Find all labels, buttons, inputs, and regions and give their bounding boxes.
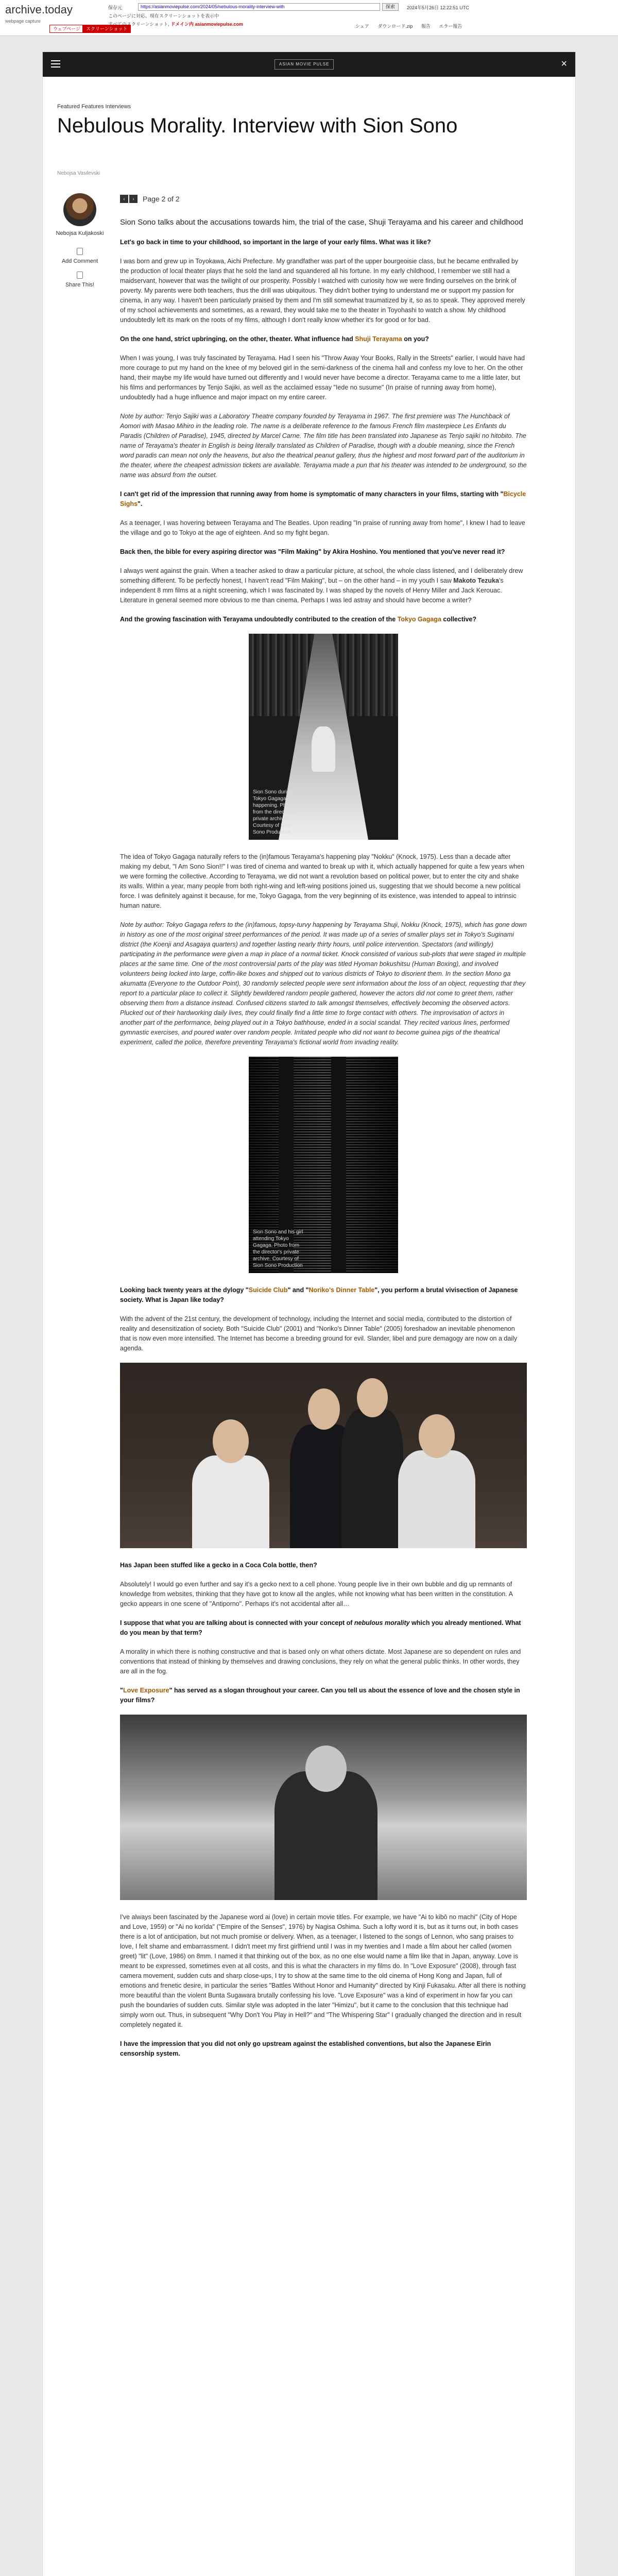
question: Back then, the bible for every aspiring director was "Film Making" by Akira Hoshino. You mentioned that you've never read it? bbox=[120, 548, 505, 555]
page-title: Nebulous Morality. Interview with Sion Sono bbox=[57, 114, 458, 137]
question: I suppose that what you are talking about is connected with your concept of nebulous morality which you already mentioned. What do you mean by that term? bbox=[120, 1619, 521, 1636]
question: On the one hand, strict upbringing, on the other, theater. What influence had Shuji Terayama on you? bbox=[120, 335, 429, 343]
article-lead: Sion Sono talks about the accusations towards him, the trial of the case, Shuji Terayama and his career and childhood bbox=[120, 218, 523, 227]
author-note: Note by author: Tenjo Sajiki was a Laboratory Theatre company founded by Terayama in 1967. The first premiere was The Hunchback of Aomori with Masao Mihiro in the leading role. The name is a deliberate reference to the famous French film masterpiece Les Enfants du Paradis (Children of Paradise), 1945, directed by Marcel Carne. The film title has been translated into Japanese as Tenjo sajiki no hitobito. The name of Terayama's theater in English is being literally translated as Children of Paradise, though with a double meaning, since the French word paradis can mean not only the heavens, but also the theatrical peanut gallery, thus the highest and most forward part of the auditorium in the theater, where the cheapest admission tickets are available. Terayama made a pun that his theater was intended to be underground, so the name was absurd from the outset. bbox=[120, 413, 527, 479]
love-exposure-link[interactable]: Love Exposure bbox=[123, 1687, 169, 1694]
answer: Absolutely! I would go even further and say it's a gecko next to a cell phone. Young people live in their own bubble and dig up remnants of knowledge from websites, thinking that they have got to know all the angles, while not knowing what has been written in the constitution. A gecko appears in one scene of "Antiporno". Perhaps it's not accidental after all… bbox=[120, 1581, 513, 1607]
suicide-club-link[interactable]: Suicide Club bbox=[248, 1286, 288, 1294]
archive-header bbox=[0, 0, 618, 36]
download-link[interactable]: ダウンロード.zip bbox=[377, 24, 413, 29]
question: Let's go back in time to your childhood, so important in the large of your early films. What was it like? bbox=[120, 239, 431, 246]
question: And the growing fascination with Terayama undoubtedly contributed to the creation of the Tokyo Gagaga collective? bbox=[120, 616, 476, 623]
tezuka-link[interactable]: Makoto Tezuka bbox=[453, 577, 499, 584]
question: I can't get rid of the impression that running away from home is symptomatic of many characters in your films, starting with "Bicycle Sighs". bbox=[120, 490, 526, 507]
share-link[interactable]: シェア bbox=[355, 24, 369, 29]
tab-screenshot[interactable]: スクリーンショット bbox=[82, 25, 131, 33]
add-comment-link[interactable]: Add Comment bbox=[61, 258, 98, 264]
hamburger-menu-icon[interactable] bbox=[51, 60, 60, 67]
prev-page-button[interactable]: ‹ bbox=[120, 195, 128, 203]
question: Has Japan been stuffed like a gecko in a Coca Cola bottle, then? bbox=[120, 1562, 317, 1569]
tab-webpage[interactable]: ウェブページ bbox=[49, 25, 84, 33]
page-indicator: Page 2 of 2 bbox=[143, 195, 180, 204]
archive-logo[interactable]: archive.today bbox=[5, 3, 73, 16]
question: "Love Exposure" has served as a slogan throughout your career. Can you tell us about the essence of love and the chosen style in your films? bbox=[120, 1687, 520, 1704]
avatar[interactable] bbox=[63, 193, 96, 226]
answer: The idea of Tokyo Gagaga naturally refers to the (in)famous Terayama's happening play "Nokku" (Knock, 1975). Less than a decade after making my debut, "I Am Sono Sion!!" I was tired of cinema and wanted to break up with it, which actually happened for quite a few years when we were forming the collective. According to Terayama, we did not want a revolution based on political power, but to enter the city and shake its walls. Within a year, many people from both right-wing and left-wing positions joined us, suggesting that we should become a new political force. I was definitely against it because, for me, Tokyo Gagaga, from the very beginning of its existence, was intended to appeal to intrinsic human nature. bbox=[120, 853, 524, 909]
saved-from-label: 保存元 bbox=[108, 5, 123, 10]
archive-actions bbox=[355, 23, 469, 29]
breadcrumb[interactable]: Featured Features Interviews bbox=[57, 104, 131, 110]
terayama-link[interactable]: Shuji Terayama bbox=[355, 335, 402, 343]
answer: I always went against the grain. When a teacher asked to draw a particular picture, at school, the whole class listened, and I deliberately drew something different. To be perfectly honest, I haven't read "Film Making", but – on the other hand – in my youth I saw Makoto Tezuka's independent 8 mm films at a night screening, which I was fascinated by. I was shaped by the novels of Henry Miller and Jack Kerouac. Literature in general seemed more obvious to me than cinema. Perhaps I was led astray and should have become a writer? bbox=[120, 567, 523, 604]
photo-tokyo-gagaga bbox=[249, 634, 398, 840]
photo-love-exposure bbox=[120, 1715, 527, 1900]
share-icon[interactable] bbox=[77, 272, 83, 279]
answer: I've always been fascinated by the Japanese word ai (love) in certain movie titles. For example, we have "Ai to kibō no machi" (City of Hope and Love, 1959) or "Ai no korīda" ("Empire of the Senses", 1976) by Nagisa Oshima. Such a lofty word it is, but as it turns out, in both cases there is a lot of anticipation, but not much promise or delivery. When, as a teenager, I listened to the songs of Lennon, who sang praises to love, I felt shame and embarrassment. I didn't meet my first girlfriend until I was in my twenties and I made a film about her called (women greet) "lit" (Love, 1986) on 8mm. I named it that thinking out of the box, as no one else would name a film like that in Japan, anyway. Love is meant to be expressed, sometimes even at all costs, and this is what the characters in my films do. In "Love Exposure" (2008), through fast camera movement, sudden cuts and sharp close-ups, I try to show at the same time to the old cinema of Hong Kong and Japan, full of emotions and frenetic desire, in particular the series "Battles Without Honor and Humanity" directed by Kinji Fukasaku. After all there is nothing more beautiful than the violent Bunta Sugawara brutally confessing his love. "Love Exposure" was a kind of experiment in how far you can push the boundaries of sudden cuts. Similar style was adopted in the later "Himizu", but it came to the conclusion that this technique had simply worn out. Thus, in subsequent "Why Don't You Play in Hell?" and "The Whispering Star" I gradually changed the direction and in result completely negated it. bbox=[120, 1913, 526, 2028]
article-body bbox=[120, 217, 527, 2068]
pagination bbox=[120, 194, 180, 203]
capture-links: すべてのスクリーンショット, ドメイン内 asianmoviepulse.com bbox=[108, 22, 244, 27]
next-page-button[interactable]: › bbox=[129, 195, 138, 203]
answer: When I was young, I was truly fascinated by Terayama. Had I seen his "Throw Away Your Books, Rally in the Streets" earlier, I would have had more courage to put my hand on the knee of my beloved girl in the semi-darkness of the cinema hall and confess my love to her. On the other hand, their maybe my life would have turned out differently and I would never have become a director. Terayama came to me a little later, but his films and performances by Tenjo Sajiki, as well as the acclaimed essay "Iede no susume" (In praise of running away from home), undoubtedly had a huge influence and major impact on my entire career. bbox=[120, 354, 525, 401]
capture-status: このページに対応。現在スクリーンショットを表示中 bbox=[108, 13, 219, 19]
photo-caption: Sion Sono during Tokyo Gagaga happening. Photo from the director's private archive. Courtesy of Sion Sono Production bbox=[253, 789, 294, 835]
answer: As a teenager, I was hovering between Terayama and The Beatles. Upon reading "In praise of running away from home", I knew I had to leave the village and go to Tokyo at the age of eighteen. And so my fight began. bbox=[120, 519, 525, 536]
share-link[interactable]: Share This! bbox=[65, 282, 95, 288]
error-report-link[interactable]: エラー報告 bbox=[439, 24, 462, 29]
tokyo-gagaga-link[interactable]: Tokyo Gagaga bbox=[397, 616, 441, 623]
domain-link[interactable]: ドメイン内 asianmoviepulse.com bbox=[170, 22, 244, 27]
byline: Nebojsa Vasilevski bbox=[57, 171, 100, 176]
report-link[interactable]: 報告 bbox=[421, 24, 431, 29]
author-name[interactable]: Nebojsa Kuljakoski bbox=[56, 230, 104, 236]
search-button[interactable]: 探索 bbox=[382, 3, 399, 11]
author-note: Note by author: Tokyo Gagaga refers to the (in)famous, topsy-turvy happening by Terayama Shuji, Nokku (Knock, 1975), which has gone down in history as one of the most original street performances of the period. It was made up of a series of smaller plays set in Tokyo's Suginami district (the Koenji and Asagaya quarters) and together lasting nearly thirty hours, until police intervention. Spectators (and willingly) participating in the performance were given a map in place of a normal ticket. Knock consisted of various sub-plots that were staged in multiple places at the same time. One of the most controversial parts of the play was titled Hyoman bokushitsu (Human Boxing), and involved volunteers being locked into large, coffin-like boxes and shipped out to various districts of Tokyo to disorient them. In the section Mono ga akumatta (Everyone to the Outdoor Point), 30 randomly selected people were sent information about the loss of an object, requesting that they report to a particular place to collect it. Slightly bewildered random people gathered, however the actors did not come to greet them, rather observing them from a distance instead. Confused citizens started to talk amongst themselves, effectively becoming the observed actors. Plucked out of their hardworking daily lives, they could finally find a little time to forge contact with others. The improvisation of actors in another part of the performance, being played out in a Tokyo bathhouse, ended in a social scandal. They recited various lines, performed gymnastic exercises, and poured water over random people. Irritated people who did not want to become guinea pigs of the theatrical experiment, called the police, therefore preventing Terayama's fictional world from invading reality. bbox=[120, 921, 527, 1046]
archived-url[interactable]: https://asianmoviepulse.com/2024/05/nebulous-morality-interview-with bbox=[138, 3, 380, 11]
bicycle-sighs-link[interactable]: Bicycle Sighs bbox=[120, 490, 526, 507]
photo-norikos-dinner-table bbox=[120, 1363, 527, 1548]
close-icon[interactable]: × bbox=[561, 58, 567, 70]
site-logo[interactable]: ASIAN MOVIE PULSE bbox=[274, 59, 334, 70]
archived-page bbox=[42, 52, 576, 2576]
answer: With the advent of the 21st century, the development of technology, including the Internet and social media, contributed to the distortion of reality and desensitization of society. Both "Suicide Club" (2001) and "Noriko's Dinner Table" (2005) foreshadow an inevitable phenomenon that is now even more intensified. The Internet has become a breeding ground for evil. Slander, libel and pure demagogy are now on a daily agenda. bbox=[120, 1315, 518, 1352]
comment-icon[interactable] bbox=[77, 248, 83, 255]
photo-sono-gagaga bbox=[249, 1057, 398, 1273]
answer: A morality in which there is nothing constructive and that is based only on what others dictate. Most Japanese are so dependent on rules and conventions that instead of thinking by themselves and drawing conclusions, they rely on what the general public thinks. In other words, they are all in the fog. bbox=[120, 1648, 521, 1675]
archive-subtitle: webpage capture bbox=[5, 19, 41, 24]
answer: I was born and grew up in Toyokawa, Aichi Prefecture. My grandfather was part of the upper bourgeoisie class, but he became enthralled by the production of local theater plays that he sold the land and squandered all his fortune. In my early childhood, I remember we still had a maidservant, however that was the twilight of our prosperity. Possibly I watched with curiosity how we were finding ourselves on the brink of poverty. My parents were both teachers, thus the drill was ubiquitous. They didn't bother trying to understand me or support my passion for cinema, in any way. I haven't been particularly praised by them and I'm still somewhat traumatized by it, so as to speak. They approved merely of my school achievements and sometimes, as a reward, they would take me to the theater in Toyohashi to watch a show. My childhood undoubtedly left its mark on the roots of my films, although I don't really know whether it's for good or for bad. bbox=[120, 258, 525, 324]
photo-caption: Sion Sono and his girl attending Tokyo Gagaga. Photo from the director's private archive. Courtesy of Sion Sono Production bbox=[253, 1229, 303, 1268]
question: I have the impression that you did not only go upstream against the established conventions, but also the Japanese Eirin censorship system. bbox=[120, 2040, 491, 2057]
site-navbar bbox=[43, 52, 576, 77]
norikos-dinner-table-link[interactable]: Noriko's Dinner Table bbox=[308, 1286, 375, 1294]
capture-date: 2024年5月26日 12:22:51 UTC bbox=[407, 5, 469, 10]
question: Looking back twenty years at the dylogy "Suicide Club" and "Noriko's Dinner Table", you perform a brutal vivisection of Japanese society. What is Japan like today? bbox=[120, 1286, 518, 1303]
all-screenshots-link[interactable]: すべてのスクリーンショット bbox=[108, 22, 168, 27]
